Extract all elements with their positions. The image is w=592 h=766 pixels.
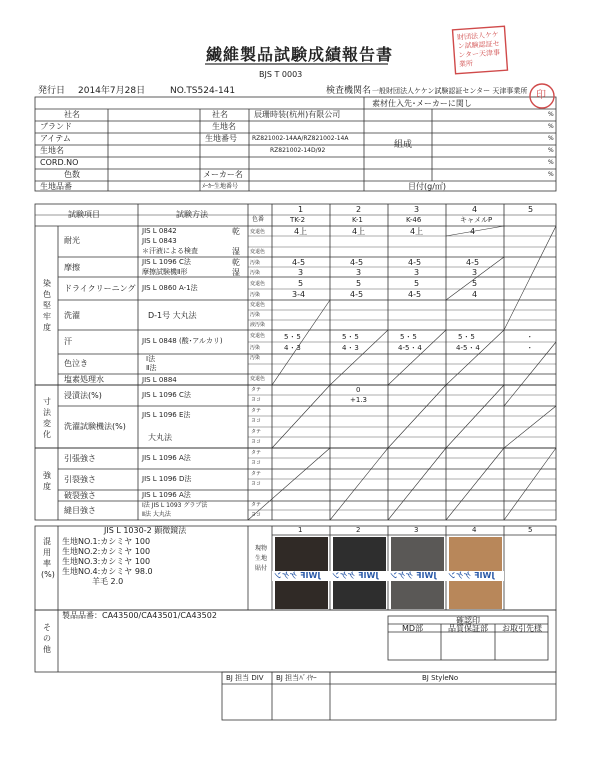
sweat-stain-3: 4-5 ･ 4 <box>398 344 422 352</box>
report-no: NO.TS524-141 <box>170 86 236 96</box>
test-item-header: 試験項目 <box>68 210 100 219</box>
rub-wet-3: 3 <box>414 268 420 277</box>
swatch-col-5: 5 <box>528 526 533 534</box>
color-name-4: キャメルP <box>460 216 493 224</box>
row-tensile: 引張強さ <box>64 454 96 463</box>
group-other: その他 <box>43 623 51 654</box>
row-rub: 摩擦 <box>64 263 80 272</box>
group-blend: 混用率(%) <box>41 537 55 579</box>
row-sweat: 汗 <box>64 337 72 346</box>
sub-yoko-5: ヨコ <box>251 481 262 487</box>
wet-2: 湿 <box>232 268 240 277</box>
col-4: 4 <box>472 205 478 214</box>
agency-name: 一般財団法人ケケン試験認証センター 天津事業所 <box>372 87 528 95</box>
row-wash-dim: 洗濯試験機法(%) <box>64 422 126 431</box>
group-dye: 染色堅牢度 <box>43 279 51 332</box>
bleed-m1: Ⅰ法 <box>146 355 156 363</box>
logo-text-4: JWIF ケケン <box>448 571 495 580</box>
tensile-m: JIS L 1096 A法 <box>142 454 191 462</box>
fabricno-value-1: RZ821002-14AA/RZ821002-14A <box>252 135 349 142</box>
blend-line-2: 生地NO.2:カシミヤ 100 <box>62 547 151 556</box>
row-chlorine: 塩素処理水 <box>64 375 104 384</box>
confirm-label: 確認印 <box>456 616 480 625</box>
color-no-header: 色番 <box>252 216 265 223</box>
blend-line-1: 生地NO.1:カシミヤ 100 <box>62 537 151 546</box>
col-5: 5 <box>528 205 534 214</box>
rub-wet-4: 3 <box>472 268 478 277</box>
seam-m1: Ⅰ法 JIS L 1093 グラブ法 <box>142 502 208 509</box>
sub-stain-4: 汚染 <box>250 312 261 318</box>
rub-wet-2: 3 <box>356 268 362 277</box>
color-count-label: 色数 <box>64 170 80 179</box>
dc-stain-3: 4-5 <box>408 290 422 299</box>
pct-5: % <box>548 159 554 166</box>
row-light: 耐光 <box>64 236 80 245</box>
pct-2: % <box>548 123 554 130</box>
light-fade-3: 4上 <box>410 227 424 236</box>
sweat-fade-1: 5 ･ 5 <box>284 333 301 341</box>
color-name-1: TK-2 <box>290 216 306 224</box>
maker-no-label: ﾒｰｶｰ生地番号 <box>202 183 239 190</box>
dc-stain-2: 4-5 <box>350 290 364 299</box>
sub-stain-6: 汚染 <box>250 355 261 361</box>
imm-yoko: +1.3 <box>350 396 367 404</box>
dc-stain-1: 3-4 <box>292 290 306 299</box>
sub-stain-2: 汚染 <box>250 270 261 276</box>
light-m2: JIS L 0843 <box>142 237 177 245</box>
dc-fade-3: 5 <box>414 279 420 288</box>
tear-m: JIS L 1096 D法 <box>142 475 192 483</box>
light-fade-2: 4上 <box>352 227 366 236</box>
cordno-label: CORD.NO <box>40 158 79 167</box>
sweat-fade-3: 5 ･ 5 <box>400 333 417 341</box>
sweat-m: JIS L 0848 (酸･アルカリ) <box>142 337 223 345</box>
pct-3: % <box>548 135 554 142</box>
light-fade-1: 4上 <box>294 227 308 236</box>
sub-tate-2: タテ <box>251 408 262 414</box>
stamp-round-text: 印 <box>536 90 546 101</box>
brand-label: ブランド <box>40 122 72 131</box>
issue-label: 発行日 <box>38 86 66 96</box>
wash-dim-m2: 大丸法 <box>148 433 172 442</box>
dry-2: 乾 <box>232 258 240 267</box>
doc-code: BJS T 0003 <box>259 70 303 79</box>
row-seam: 縫目強さ <box>64 506 96 515</box>
swatch-col-1: 1 <box>298 526 303 534</box>
bj-style-label: BJ StyleNo <box>422 674 459 682</box>
color-name-3: K-46 <box>406 216 422 224</box>
sweat-stain-5: ･ <box>528 344 532 352</box>
seam-m2: Ⅱ法 大丸法 <box>142 511 171 518</box>
sub-yoko-4: ヨコ <box>251 460 262 466</box>
test-method-header: 試験方法 <box>176 210 208 219</box>
fabricno-value-2: RZ821002-14D/92 <box>270 147 326 154</box>
fabricname-label: 生地名 <box>212 122 236 131</box>
dc-fade-4: 5 <box>472 279 478 288</box>
col-1: 1 <box>298 205 304 214</box>
wet-1: 湿 <box>232 247 240 256</box>
group-strength: 強度 <box>43 471 51 491</box>
rub-m2: 摩擦試験機Ⅱ形 <box>142 268 188 276</box>
row-dry-clean: ドライクリーニング <box>64 284 136 293</box>
sweat-stain-4: 4-5 ･ 4 <box>456 344 480 352</box>
swatch-col-2: 2 <box>356 526 361 534</box>
bj-div-label: BJ 担当 DIV <box>226 674 264 682</box>
group-dim: 寸法変化 <box>43 397 51 439</box>
sub-yoko-6: ヨコ <box>251 512 262 518</box>
composition-label: 組成 <box>394 140 413 150</box>
row-wash: 洗濯 <box>64 311 80 320</box>
issue-date: 2014年7月28日 <box>78 86 146 96</box>
rub-wet-1: 3 <box>298 268 304 277</box>
chlorine-m: JIS L 0884 <box>142 376 177 384</box>
maker-label: メーカー名 <box>203 170 243 179</box>
rub-dry-2: 4-5 <box>350 258 364 267</box>
blend-method: JIS L 1030-2 顕微鏡法 <box>104 526 187 535</box>
sub-stain-liq: 液汚染 <box>250 322 266 328</box>
sub-stain-5: 汚染 <box>250 345 261 351</box>
dry-clean-m: JIS L 0860 A-1法 <box>142 284 198 292</box>
product-numbers: 製品品番：CA43500/CA43501/CA43502 <box>62 611 217 620</box>
bleed-m2: Ⅱ法 <box>146 364 157 372</box>
color-name-2: K-1 <box>352 216 363 224</box>
sweat-stain-1: 4 ･ 3 <box>284 344 301 352</box>
logo-text-2: JWIF ケケン <box>332 571 379 580</box>
sample-label: 現物生地貼付 <box>254 545 267 572</box>
stamp-seal-text: 財団法人ケケン試験認証センター天津事業所 <box>456 30 501 69</box>
rub-dry-4: 4-5 <box>466 258 480 267</box>
sub-tate-3: タテ <box>251 429 262 435</box>
qa-label: 品質保証部 <box>448 624 488 633</box>
light-fade-4: 4 <box>470 227 476 236</box>
sub-fade-2: 変退色 <box>250 249 266 255</box>
bj-buyer-label: BJ 担当ﾊﾞｲﾔｰ <box>276 674 317 682</box>
immersion-m: JIS L 1096 C法 <box>142 391 191 399</box>
sub-fade-5: 変退色 <box>250 333 266 339</box>
row-tear: 引裂強さ <box>64 475 96 484</box>
sub-stain-3: 汚染 <box>250 292 261 298</box>
col-3: 3 <box>414 205 420 214</box>
rub-dry-1: 4-5 <box>292 258 306 267</box>
sub-tate-6: タテ <box>251 502 262 508</box>
dc-fade-1: 5 <box>298 279 304 288</box>
logo-text-1: JWIF ケケン <box>274 571 321 580</box>
sub-fade-1: 変退色 <box>250 229 266 235</box>
sub-yoko-3: ヨコ <box>251 439 262 445</box>
fabricno-label: 生地番号 <box>205 134 237 143</box>
md-label: MD部 <box>402 624 424 633</box>
blend-line-5: 羊毛 2.0 <box>92 577 124 586</box>
sub-fade-6: 変退色 <box>250 376 266 382</box>
wash-m: D-1号 大丸法 <box>148 311 197 320</box>
row-burst: 破裂強さ <box>64 491 96 500</box>
pct-1: % <box>548 111 554 118</box>
report-title: 繊維製品試験成績報告書 <box>206 45 394 64</box>
item-label: アイテム <box>40 134 71 143</box>
sub-tate-1: タテ <box>251 387 262 393</box>
sub-yoko-2: ヨコ <box>251 418 262 424</box>
sub-yoko-1: ヨコ <box>251 397 262 403</box>
sub-fade-3: 変退色 <box>250 281 266 287</box>
logo-text-3: JWIF ケケン <box>390 571 437 580</box>
sweat-fade-4: 5 ･ 5 <box>458 333 475 341</box>
rub-m1: JIS L 1096 C法 <box>142 258 191 266</box>
col-2: 2 <box>356 205 362 214</box>
blend-line-3: 生地NO.3:カシミヤ 100 <box>62 557 151 566</box>
light-m3: ＊汗液による検査 <box>142 247 198 255</box>
sub-fade-4: 変退色 <box>250 302 266 308</box>
row-immersion: 浸漬法(%) <box>64 391 102 400</box>
sweat-stain-2: 4 ･ 3 <box>342 344 359 352</box>
sub-stain-1: 汚染 <box>250 260 261 266</box>
pct-6: % <box>548 171 554 178</box>
company2-label: 社名 <box>212 110 228 119</box>
sweat-fade-2: 5 ･ 5 <box>342 333 359 341</box>
burst-m: JIS L 1096 A法 <box>142 491 191 499</box>
pct-4: % <box>548 147 554 154</box>
weight-label: 目付(g/㎡) <box>408 182 447 191</box>
dest-label: お取引先様 <box>502 624 542 633</box>
row-bleed: 色泣き <box>64 359 88 368</box>
fabric-label: 生地名 <box>40 146 64 155</box>
swatch-col-4: 4 <box>472 526 477 534</box>
company-label: 社名 <box>64 110 80 119</box>
product-no-label: 生地品番 <box>40 182 72 191</box>
dry-1: 乾 <box>232 227 240 236</box>
sub-tate-4: タテ <box>251 450 262 456</box>
rub-dry-3: 4-5 <box>408 258 422 267</box>
swatch-col-3: 3 <box>414 526 419 534</box>
light-m1: JIS L 0842 <box>142 227 177 235</box>
blend-line-4: 生地NO.4:カシミヤ 98.0 <box>62 567 153 576</box>
materials-label: 素材仕入先･メーカーに関し <box>372 99 472 108</box>
dc-stain-4: 4 <box>472 290 478 299</box>
company2-value: 辰珊時装(杭州)有限公司 <box>254 110 341 119</box>
imm-tate: 0 <box>356 386 361 394</box>
wash-dim-m1: JIS L 1096 E法 <box>142 411 191 419</box>
dc-fade-2: 5 <box>356 279 362 288</box>
sub-tate-5: タテ <box>251 471 262 477</box>
sweat-fade-5: ･ <box>528 333 532 341</box>
agency-label: 検査機関名 <box>326 86 372 96</box>
